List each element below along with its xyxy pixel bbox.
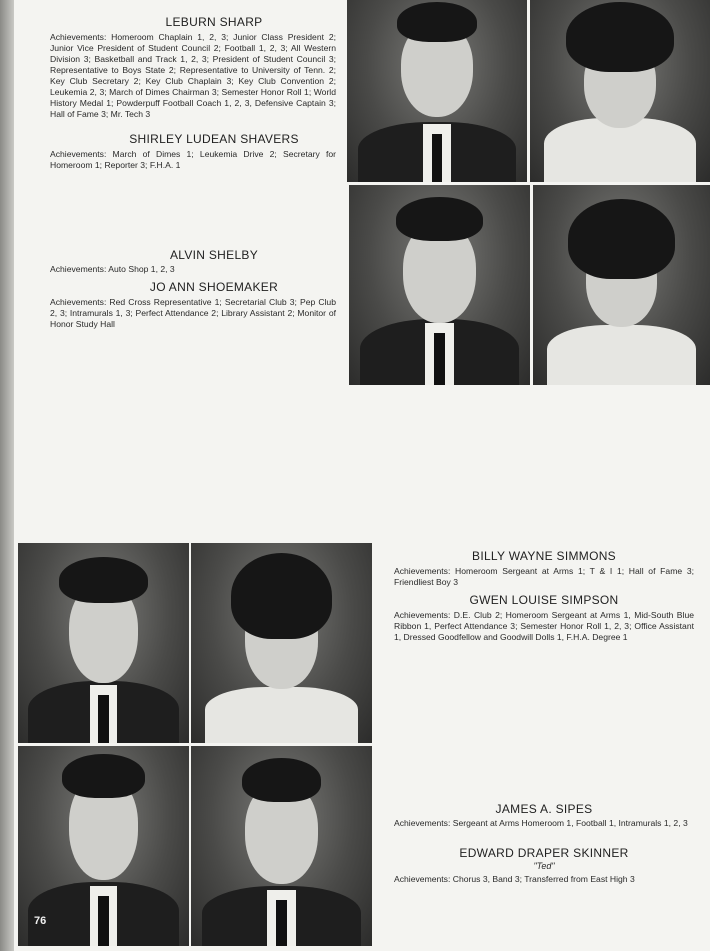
portrait-shoemaker (533, 185, 710, 385)
portrait-simpson (191, 543, 372, 743)
student-name-sharp: LEBURN SHARP (165, 15, 263, 29)
achievements-sharp: Achievements: Homeroom Chaplain 1, 2, 3; Junior Class President 2; Junior Vice President of Student Council 2; Football 1, 2, 3; All Western Division 3; Basketball and Track 1, 2, 3; President of Student Council 3; Representative to Boys State 2; Representative to University of Tenn. 2; Key Club Secretary 2; Key Club Chaplain 3; Key Club Convention 2; Leukemia 2, 3; March of Dimes Chairman 3; Semester Honor Roll 1; World History Medal 1; Powderpuff Football Coach 1, 2, 3, Defensive Captain 3; Hall of Fame 3; Mr. Tech 3 (50, 32, 336, 119)
portrait-skinner (191, 746, 372, 946)
page-number: 76 (34, 915, 47, 927)
nickname-skinner: "Ted" (533, 861, 555, 871)
portrait-shavers (530, 0, 710, 182)
student-name-sipes: JAMES A. SIPES (495, 802, 593, 816)
achievements-skinner: Achievements: Chorus 3, Band 3; Transferred from East High 3 (394, 874, 635, 884)
achievements-shelby: Achievements: Auto Shop 1, 2, 3 (50, 264, 175, 274)
portrait-sharp (347, 0, 527, 182)
yearbook-page (14, 0, 710, 951)
achievements-sipes: Achievements: Sergeant at Arms Homeroom 1, Football 1, Intramurals 1, 2, 3 (394, 818, 688, 828)
student-name-simpson: GWEN LOUISE SIMPSON (469, 593, 619, 607)
student-name-shelby: ALVIN SHELBY (169, 248, 259, 262)
achievements-simmons: Achievements: Homeroom Sergeant at Arms 1; T & I 1; Hall of Fame 3; Friendliest Boy 3 (394, 566, 694, 587)
book-spine (0, 0, 14, 951)
student-name-simmons: BILLY WAYNE SIMMONS (472, 549, 616, 563)
portrait-shelby (349, 185, 530, 385)
achievements-shoemaker: Achievements: Red Cross Representative 1; Secretarial Club 3; Pep Club 2, 3; Intramurals 1, 3; Perfect Attendance 2; Library Assistant 2; Monitor of Honor Study Hall (50, 297, 336, 329)
achievements-shavers: Achievements: March of Dimes 1; Leukemia Drive 2; Secretary for Homeroom 1; Reporter 3; F.H.A. 1 (50, 149, 336, 170)
portrait-simmons (18, 543, 189, 743)
student-name-skinner: EDWARD DRAPER SKINNER (459, 846, 629, 860)
student-name-shoemaker: JO ANN SHOEMAKER (149, 280, 279, 294)
achievements-simpson: Achievements: D.E. Club 2; Homeroom Sergeant at Arms 1, Mid-South Blue Ribbon 1, Perfect Attendance 3; Semester Honor Roll 1, 2, 3; Office Assistant 1, Dressed Goodfellow and Goodwill Dolls 1, F.H.A. Degree 1 (394, 610, 694, 642)
student-name-shavers: SHIRLEY LUDEAN SHAVERS (129, 132, 299, 146)
